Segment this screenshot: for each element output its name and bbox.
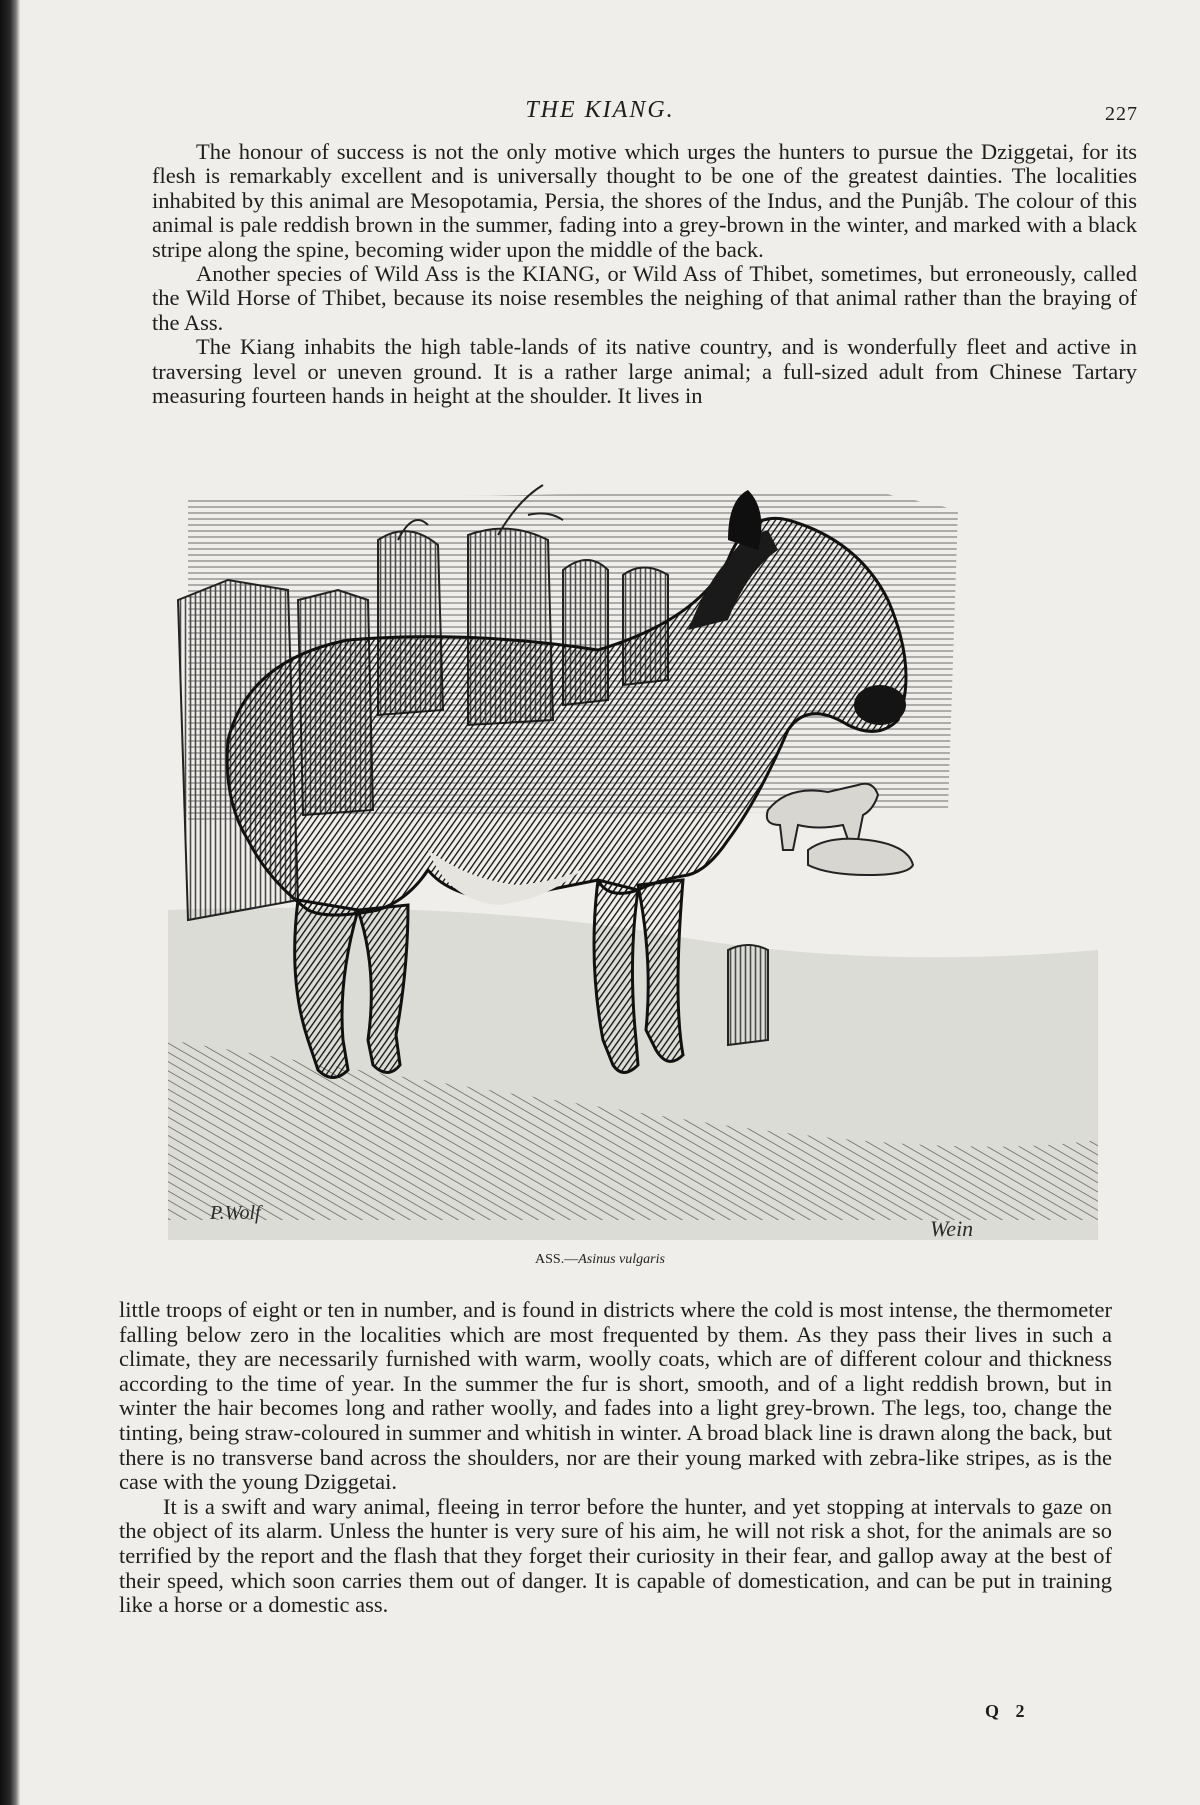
paragraph: The honour of success is not the only motive which urges the hunters to pursue the Dziggetai, for its flesh is remarkably excellent and is universally thought to be one of the greatest dainties. The localities inhabited by this animal are Mesopotamia, Persia, the shores of the Indus, and the Punjâb. The colour of this animal is pale reddish brown in the summer, fading into a grey-brown in the winter, and marked with a black stripe along the spine, becoming wider upon the middle of the back. <box>152 139 1137 262</box>
caption-latin-name: Asinus vulgaris <box>578 1252 665 1267</box>
paragraph: It is a swift and wary animal, fleeing in terror before the hunter, and yet stopping at intervals to gaze on the object of its alarm. Unless the hunter is very sure of his aim, he will not risk a shot, for the animals are so terrified by the report and the flash that they forget their curiosity in their fear, and gallop away at the best of their speed, which soon carries them out of danger. It is capable of domestication, and can be put in training like a horse or a domestic ass. <box>119 1493 1112 1618</box>
ass-engraving <box>168 480 1098 1240</box>
artist-signature-left: P.Wolf <box>210 1202 261 1224</box>
paragraph: Another species of Wild Ass is the KIANG, or Wild Ass of Thibet, sometimes, but erroneously, called the Wild Horse of Thibet, because its noise resembles the neighing of that animal rather than the braying of the Ass. <box>152 261 1137 335</box>
page-number: 227 <box>1105 103 1138 125</box>
caption-prefix: ASS.— <box>535 1252 579 1267</box>
artist-signature-right: Wein <box>930 1216 974 1241</box>
text-column-bottom <box>119 1298 1112 1618</box>
donkey-muzzle <box>854 685 906 725</box>
paragraph: little troops of eight or ten in number, and is found in districts where the cold is most intense, the thermometer falling below zero in the localities which are most frequented by them. As they pass their lives in such a climate, they are necessarily furnished with warm, woolly coats, which are of different colour and thickness according to the time of year. In the summer the fur is short, smooth, and of a light reddish brown, but in winter the hair becomes long and rather woolly, and fades into a light grey-brown. The legs, too, change the tinting, being straw-coloured in summer and whitish in winter. A broad black line is drawn along the back, but there is no transverse band across the shoulders, nor are their young marked with zebra-like stripes, as is the case with the young Dziggetai. <box>119 1297 1112 1495</box>
figure-caption <box>0 1252 1200 1268</box>
running-head: THE KIANG. <box>525 97 675 123</box>
page-binding-edge <box>0 0 20 1805</box>
signature-mark: Q 2 <box>985 1701 1031 1721</box>
text-column-top <box>152 140 1137 408</box>
paragraph: The Kiang inhabits the high table-lands of its native country, and is wonderfully fleet and active in traversing level or uneven ground. It is a rather large animal; a full-sized adult from Chinese Tartary measuring fourteen hands in height at the shoulder. It lives in <box>152 334 1137 409</box>
